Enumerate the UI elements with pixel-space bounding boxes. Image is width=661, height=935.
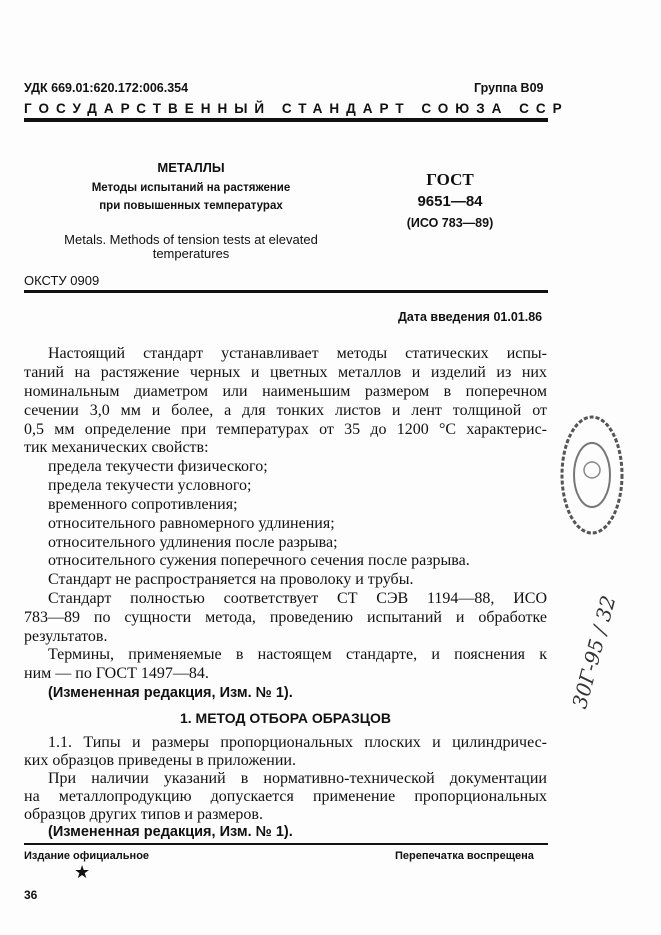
iso-number: (ИСО 783—89)	[406, 216, 494, 230]
body-line: Настоящий стандарт устанавливает методы статических испы-	[48, 345, 547, 362]
amendment-note: (Измененная редакция, Изм. № 1).	[48, 685, 293, 701]
header-rule	[24, 118, 548, 122]
official-edition: Издание официальное	[24, 850, 150, 862]
title-en-2: temperatures	[152, 246, 230, 261]
title-sub-2: при повышенных температурах	[99, 200, 283, 212]
section-line: 1.1. Типы и размеры пропорциональных плоских и цилиндричес-	[48, 734, 547, 751]
section-heading: 1. МЕТОД ОТБОРА ОБРАЗЦОВ	[179, 710, 391, 726]
page-number: 36	[24, 888, 38, 902]
title-main: МЕТАЛЛЫ	[157, 160, 225, 175]
body-line: таний на растяжение черных и цветных металлов и изделий из них	[24, 364, 547, 381]
list-item: относительного равномерного удлинения;	[48, 515, 335, 532]
state-standard-banner: ГОСУДАРСТВЕННЫЙ СТАНДАРТ СОЮЗА ССР	[24, 101, 569, 116]
amendment-note: (Измененная редакция, Изм. № 1).	[48, 824, 293, 840]
body-line: 0,5 мм определение при температурах от 35 до 1200 °С характерис-	[24, 421, 547, 438]
list-item: предела текучести условного;	[48, 477, 252, 494]
library-stamp-icon	[552, 410, 632, 540]
title-sub-1: Методы испытаний на растяжение	[91, 182, 291, 194]
body-line: сечении 3,0 мм и более, а для тонких листов и лент толщиной от	[24, 402, 547, 419]
body-line: тик механических свойств:	[24, 439, 209, 456]
title-rule	[24, 290, 548, 293]
body-line: ним — по ГОСТ 1497—84.	[24, 665, 209, 682]
section-line: При наличии указаний в нормативно-технической документации	[48, 770, 547, 787]
footer-rule	[24, 843, 548, 845]
body-line: 783—89 по сущности метода, проведению испытаний и обработке	[24, 609, 547, 626]
group-code: Группа В09	[474, 81, 544, 95]
body-line: Стандарт не распространяется на проволоку и трубы.	[48, 571, 414, 588]
gost-number: 9651—84	[417, 193, 483, 210]
list-item: временного сопротивления;	[48, 496, 238, 513]
body-line: Термины, применяемые в настоящем стандарте, и пояснения к	[48, 646, 547, 663]
section-line: образцов других типов и размеров.	[24, 806, 263, 823]
reprint-prohibited: Перепечатка воспрещена	[395, 850, 534, 862]
list-item: относительного удлинения после разрыва;	[48, 534, 338, 551]
body-line: Стандарт полностью соответствует СТ СЭВ 1194—88, ИСО	[48, 590, 547, 607]
date-of-introduction: Дата введения 01.01.86	[398, 310, 543, 324]
section-line: на металлопродукцию допускается применение пропорциональных	[24, 788, 547, 805]
udk-code: УДК 669.01:620.172:006.354	[24, 81, 189, 95]
gost-label: ГОСТ	[426, 170, 474, 189]
body-line: результатов.	[24, 628, 108, 645]
handwritten-note: 30Г-95 / 32	[567, 592, 621, 712]
okstu-code: ОКСТУ 0909	[24, 273, 100, 288]
list-item: относительного сужения поперечного сечения после разрыва.	[48, 552, 470, 569]
title-en-1: Metals. Methods of tension tests at elevated	[64, 232, 318, 247]
star-icon: ★	[74, 862, 91, 882]
body-line: номинальным диаметром или наименьшим размером в поперечном	[24, 383, 547, 400]
section-line: ких образцов приведены в приложении.	[24, 752, 296, 769]
list-item: предела текучести физического;	[48, 458, 268, 475]
